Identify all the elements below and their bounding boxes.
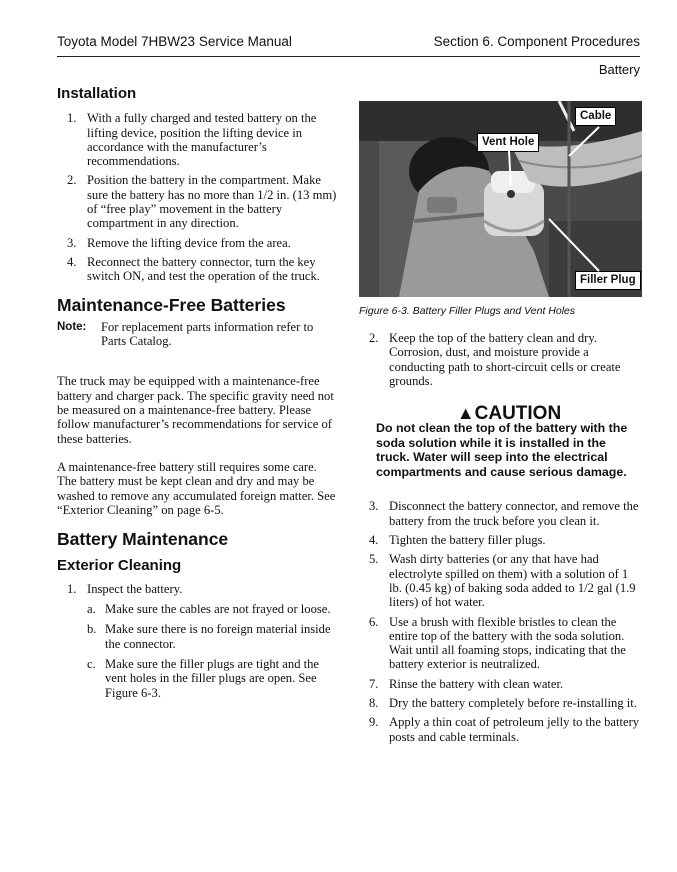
step-text: Wash dirty batteries (or any that have had electrolyte spilled on them) with a solution of 1 lb. (0.45 kg) of baking soda added to 1/2 gal (1.9 liters) of hot water.: [389, 552, 636, 610]
step-number: 1.: [67, 581, 77, 596]
exterior-cleaning-heading: Exterior Cleaning: [57, 557, 182, 575]
step-number: 4.: [369, 533, 379, 548]
section-title: Section 6. Component Procedures: [433, 34, 640, 49]
list-item: [359, 552, 642, 609]
step-number: 2.: [369, 331, 379, 345]
substep-letter: a.: [87, 602, 96, 617]
step-text: Tighten the battery filler plugs.: [389, 533, 546, 548]
callout-arrows: [359, 101, 642, 297]
note-text: For replacement parts information refer to Parts Catalog.: [101, 319, 314, 349]
substep-text: Make sure the cables are not frayed or loose.: [105, 602, 331, 617]
step-text: Remove the lifting device from the area.: [87, 235, 291, 250]
substep-text: Make sure the filler plugs are tight and the vent holes in the filler plugs are open. See Figure 6-3.: [105, 656, 320, 700]
step-number: 1.: [67, 111, 77, 126]
step-text: Position the battery in the compartment. Make sure the battery has no more than 1/2 in. (13 mm) of “free play” movement in the battery compartment in any direction.: [87, 173, 337, 231]
step-text: Apply a thin coat of petroleum jelly to the battery posts and cable terminals.: [389, 715, 640, 744]
installation-steps: [57, 111, 337, 283]
installation-heading: Installation: [57, 85, 137, 102]
list-item: [359, 533, 642, 547]
step-text: Keep the top of the battery clean and dry. Corrosion, dust, and moisture provide a conducting path to short-circuit cells or create grounds.: [389, 331, 621, 388]
step-number: 3.: [67, 235, 77, 250]
list-item: [359, 615, 642, 672]
inspection-substeps: [57, 602, 337, 700]
step-text: Dry the battery completely before re-installing it.: [389, 696, 637, 711]
note-label: Note:: [57, 320, 87, 333]
list-item: [57, 622, 337, 651]
list-item: [57, 657, 337, 700]
step-text: Inspect the battery.: [87, 581, 183, 596]
step-number: 5.: [369, 552, 379, 567]
step-number: 3.: [369, 499, 379, 514]
maintenance-free-heading: Maintenance-Free Batteries: [57, 294, 286, 315]
filler-plug-callout: Filler Plug: [575, 271, 641, 290]
step-text: Rinse the battery with clean water.: [389, 676, 564, 691]
list-item: [57, 602, 337, 616]
list-item: [359, 677, 642, 691]
list-item: [57, 111, 337, 168]
list-item: [57, 255, 337, 284]
exterior-cleaning-steps: [57, 582, 337, 596]
figure-caption: Figure 6-3. Battery Filler Plugs and Vent Holes: [359, 305, 576, 317]
step-text: With a fully charged and tested battery on the lifting device, position the lifting device in accordance with the manufacturer’s recommendations.: [87, 111, 317, 169]
step-text: Use a brush with flexible bristles to clean the entire top of the battery with the soda solution. Wait until all foaming stops, indicating that the battery exterior is neutralized.: [389, 614, 626, 672]
step-number: 4.: [67, 254, 77, 269]
list-item: [359, 696, 642, 710]
maintenance-free-paragraph: The truck may be equipped with a maintenance-free battery and charger pack. The specific gravity need not be measured on a maintenance-free battery. Please follow manufacturer’s recommendations for service of these batteries.: [57, 374, 334, 446]
battery-filler-plug-photo: [359, 101, 642, 297]
list-item: [359, 499, 642, 528]
list-item: [359, 331, 642, 388]
step-number: 9.: [369, 715, 379, 730]
maintenance-free-care-paragraph: A maintenance-free battery still requires some care. The battery must be kept clean and dry and may be washed to remove any accumulated foreign matter. See “Exterior Cleaning” on page 6-5.: [57, 459, 336, 517]
right-column: [359, 331, 642, 749]
list-item: [57, 173, 337, 230]
substep-letter: c.: [87, 656, 96, 671]
step-number: 7.: [369, 676, 379, 691]
substep-text: Make sure there is no foreign material inside the connector.: [105, 622, 331, 651]
substep-letter: b.: [87, 622, 97, 637]
cleaning-steps-b: [359, 499, 642, 743]
list-item: [359, 715, 642, 744]
cable-callout: Cable: [575, 107, 616, 126]
list-item: [57, 236, 337, 250]
left-column: [57, 87, 337, 706]
section-subtitle: Battery: [598, 62, 640, 77]
caution-text: Do not clean the top of the battery with the soda solution while it is installed in the truck. Water will seep into the electrical compartments and cause serious damage.: [376, 421, 628, 479]
step-text: Disconnect the battery connector, and remove the battery from the truck before you clean it.: [389, 499, 639, 528]
manual-title: Toyota Model 7HBW23 Service Manual: [57, 34, 292, 49]
caution-block: [359, 403, 642, 479]
list-item: [57, 582, 337, 596]
caution-title: CAUTION: [474, 403, 562, 425]
warning-triangle-icon: ▲: [456, 403, 475, 424]
note-block: [57, 320, 337, 349]
cleaning-steps-a: [359, 331, 642, 388]
step-number: 2.: [67, 173, 77, 188]
step-number: 6.: [369, 614, 379, 629]
battery-maintenance-heading: Battery Maintenance: [57, 529, 229, 550]
header-rule: [57, 56, 640, 57]
step-text: Reconnect the battery connector, turn the key switch ON, and test the operation of the truck.: [87, 254, 320, 284]
step-number: 8.: [369, 696, 379, 711]
vent-hole-callout: Vent Hole: [477, 133, 539, 152]
caution-heading: [376, 403, 642, 425]
